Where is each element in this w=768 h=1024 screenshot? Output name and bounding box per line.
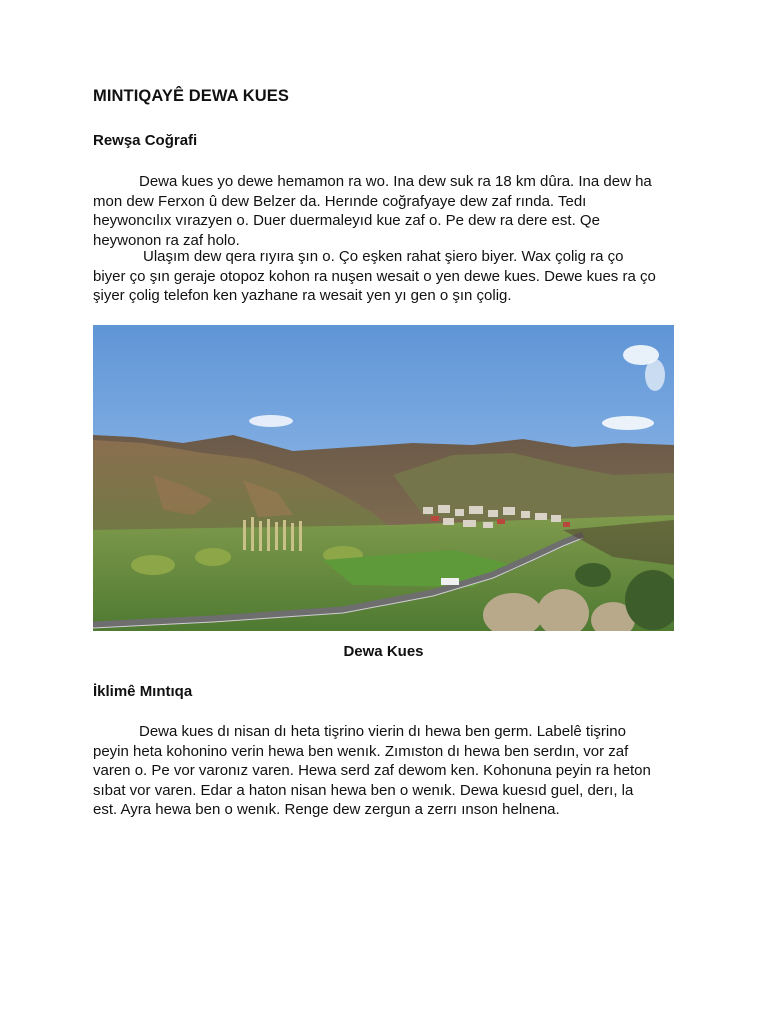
paragraph-line: Dewa kues yo dewe hemamon ra wo. Ina dew suk ra 18 km dûra. Ina dew ha: [139, 173, 652, 190]
section-heading-geography: Rewşa Coğrafi: [93, 132, 198, 149]
paragraph-line: biyer ço şın geraje otopoz kohon ra nuşen wesait o yen dewe kues. Dewe kues ra ço: [93, 267, 656, 285]
paragraph-line: mon dew Ferxon û dew Belzer da. Herınde coğrafyaye dew zaf rında. Tedı: [93, 192, 587, 210]
village-landscape-photo: [93, 325, 674, 631]
paragraph-line: şiyer çolig telefon ken yazhane ra wesait yen yı gen o şın çolig.: [93, 287, 512, 304]
paragraph-line: sıbat vor varen. Edar a haton nisan hewa ben o wenık. Dewa kuesıd guel, derı, la: [93, 781, 634, 799]
paragraph-geography: [93, 172, 683, 250]
paragraph-line: varen o. Pe vor varonız varen. Hewa serd zaf dewom ken. Kohonuna peyin ra heton: [93, 762, 651, 779]
document-title: MINTIQAYÊ DEWA KUES: [93, 87, 289, 105]
paragraph-line: Ulaşım dew qera rıyıra şın o. Ço eşken rahat şiero biyer. Wax çolig ra ço: [143, 248, 624, 265]
paragraph-line: heywonon ra zaf holo.: [93, 231, 240, 249]
section-heading-climate: İklimê Mıntıqa: [93, 683, 193, 700]
figure-caption: Dewa Kues: [343, 643, 424, 660]
paragraph-line: est. Ayra hewa ben o wenık. Renge dew zergun a zerrı ınson helnena.: [93, 801, 560, 818]
paragraph-line: Dewa kues dı nisan dı heta tişrino vierin dı hewa ben germ. Labelê tişrino: [139, 723, 626, 740]
paragraph-climate: [93, 722, 683, 820]
paragraph-transport: [93, 247, 683, 306]
paragraph-line: peyin heta kohonino verin hewa ben wenık. Zımıston dı hewa ben serdın, vor zaf: [93, 742, 629, 760]
paragraph-line: heywoncılıx vırazyen o. Duer duermaleyıd kue zaf o. Pe dew ra dere est. Qe: [93, 212, 600, 229]
